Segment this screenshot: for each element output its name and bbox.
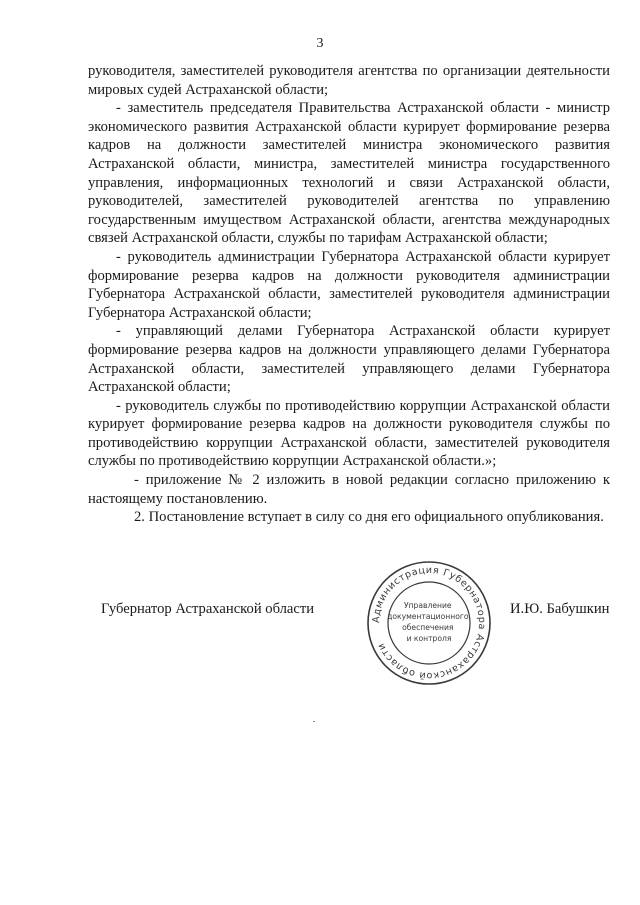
signature-name: И.Ю. Бабушкин xyxy=(510,601,610,617)
seal-center-line-4: и контроля xyxy=(406,634,452,643)
paragraph-head-administration: - руководитель администрации Губернатора Астраханской области курирует формирование резерва кадров на должности руководителя администрации Губернатора Астраханской области, заместителей руководителя администрации Губернатора Астраханской области; xyxy=(88,248,610,321)
paragraph-continuation: руководителя, заместителей руководителя агентства по организации деятельности мировых судей Астраханской области; xyxy=(88,63,610,98)
signature-title: Губернатор Астраханской области xyxy=(101,601,315,617)
seal-ring-text: Администрация Губернатора Астраханской области xyxy=(370,564,488,682)
document-body xyxy=(88,62,610,527)
paragraph-appendix-2: - приложение № 2 изложить в новой редакции согласно приложению к настоящему постановлению. xyxy=(88,472,610,507)
paragraph-minister-economics: - заместитель председателя Правительства Астраханской области - министр экономического развития Астраханской области курирует формирование резерва кадров на должности заместителей министра экономического развития Астраханской области, министра, заместителей министра государственного управления, информационных технологий и связи Астраханской области, руководителей, заместителей руководителей агентства по управлению государственным имуществом Астраханской области, агентства международных связей Астраханской области, службы по тарифам Астраханской области; xyxy=(88,100,610,247)
paragraph-anticorruption-service: - руководитель службы по противодействию коррупции Астраханской области курирует формирование резерва кадров на должности руководителя службы по противодействию коррупции Астраханской области, заместителей руководителя службы по противодействию коррупции Астраханской области.»; xyxy=(88,397,610,470)
svg-text:Управление документационно xyxy=(387,601,471,643)
paragraph-entry-into-force: 2. Постановление вступает в силу со дня его официального опубликования. xyxy=(134,509,604,526)
seal-center-line-2: документационного xyxy=(387,612,469,621)
paragraph-business-manager: - управляющий делами Губернатора Астраханской области курирует формирование резерва кадров на должности управляющего делами Губернатора Астраханской области, заместителей управляющего делами Губернатора Астраханской области; xyxy=(88,323,610,396)
seal-center-line-1: Управление xyxy=(403,601,452,610)
seal-center-line-3: обеспечения xyxy=(402,623,454,632)
official-seal xyxy=(366,560,492,686)
page-number: 3 xyxy=(316,36,324,51)
scan-speck xyxy=(313,721,315,722)
